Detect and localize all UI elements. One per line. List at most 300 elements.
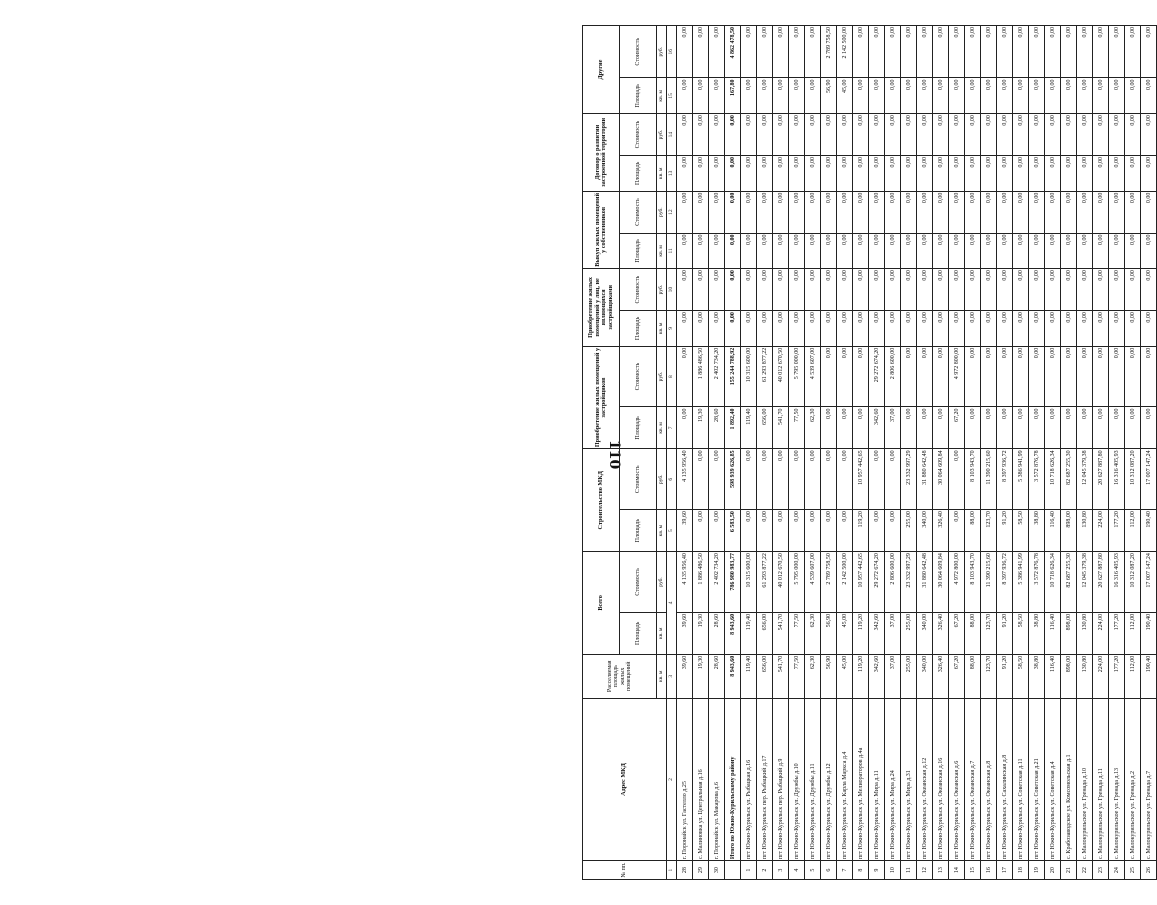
row-address: пгт Южно-Курильск ул. Океанская д.7	[965, 698, 981, 860]
unit-m-header: кв. м	[657, 78, 667, 114]
total-cost-cell: 12 045 379,38	[1077, 552, 1093, 613]
row-address: с. Малокурильское ул. Гренада д.7	[1141, 698, 1157, 860]
area-cell: 0,00	[933, 311, 949, 347]
area-cell: 0,00	[789, 78, 805, 114]
cost-cell: 0,00	[1109, 114, 1125, 156]
area-cell: 0,00	[1141, 233, 1157, 269]
cost-cell: 0,00	[1093, 26, 1109, 79]
area-cell: 0,00	[677, 311, 693, 347]
cost-cell: 0,00	[693, 114, 709, 156]
cost-cell: 4 972 800,00	[949, 346, 965, 407]
total-area-cell: 67,20	[949, 612, 965, 654]
table-row	[1061, 26, 1077, 880]
cost-cell: 0,00	[789, 114, 805, 156]
area-cell: 0,00	[853, 78, 869, 114]
total-area-cell: 130,80	[1077, 612, 1093, 654]
area-cell: 190,40	[1141, 510, 1157, 552]
cost-cell: 0,00	[821, 346, 837, 407]
total-cost-cell: 3 572 876,78	[1029, 552, 1045, 613]
area-cell: 0,00	[693, 156, 709, 192]
area-cell: 0,00	[901, 311, 917, 347]
row-address: пгт Южно-Курильск ул. Мелиораторов д.4а	[853, 698, 869, 860]
cost-cell: 12 045 379,38	[1077, 449, 1093, 510]
area-cell: 0,00	[1077, 156, 1093, 192]
total-cost-cell: 10 315 600,00	[741, 552, 757, 613]
cost-cell: 0,00	[885, 449, 901, 510]
area-cell: 0,00	[853, 156, 869, 192]
column-number: 14	[667, 114, 677, 156]
cost-cell: 0,00	[1013, 26, 1029, 79]
cost-cell: 0,00	[1061, 346, 1077, 407]
total-area-cell: 91,20	[997, 612, 1013, 654]
column-number: 1	[667, 861, 677, 880]
row-number: 8	[853, 861, 869, 880]
cost-cell: 0,00	[677, 269, 693, 311]
area-cell: 37,00	[885, 407, 901, 449]
row-address: г. Поронайск ул. Гастелло д.25	[677, 698, 693, 860]
cost-cell: 0,00	[885, 26, 901, 79]
table-row	[837, 26, 853, 880]
column-number: 6	[667, 449, 677, 510]
cost-cell: 0,00	[933, 191, 949, 233]
unit-r-header: руб.	[657, 346, 667, 407]
unit-r-header: руб.	[657, 552, 667, 613]
area-cell: 0,00	[709, 78, 725, 114]
row-number: 30	[709, 861, 725, 880]
row-number: 24	[1109, 861, 1125, 880]
total-area-cell: 19,30	[693, 612, 709, 654]
resettled-area-cell: 130,80	[1077, 654, 1093, 698]
cost-cell: 0,00	[1141, 269, 1157, 311]
cost-cell: 0,00	[1013, 269, 1029, 311]
area-cell: 167,80	[725, 78, 741, 114]
cost-cell: 0,00	[773, 26, 789, 79]
resettled-area-cell: 8 943,60	[725, 654, 741, 698]
area-cell: 0,00	[869, 510, 885, 552]
area-cell: 0,00	[821, 156, 837, 192]
row-address: пгт Южно-Курильск ул. Океанская д.16	[933, 698, 949, 860]
area-cell: 255,00	[901, 510, 917, 552]
total-area-cell: 224,00	[1093, 612, 1109, 654]
cost-cell: 0,00	[917, 114, 933, 156]
area-cell: 0,00	[1013, 407, 1029, 449]
row-number: 16	[981, 861, 997, 880]
cost-cell: 0,00	[949, 114, 965, 156]
area-cell: 0,00	[1029, 78, 1045, 114]
cost-cell: 0,00	[997, 346, 1013, 407]
area-header: Площадь	[620, 233, 657, 269]
table-row	[757, 26, 773, 880]
cost-cell: 0,00	[933, 346, 949, 407]
cost-cell: 0,00	[917, 346, 933, 407]
area-cell: 0,00	[1093, 78, 1109, 114]
column-number: 5	[667, 510, 677, 552]
row-number: 13	[933, 861, 949, 880]
cost-cell: 0,00	[853, 346, 869, 407]
cost-cell: 0,00	[757, 26, 773, 79]
cost-cell: 0,00	[997, 114, 1013, 156]
cost-cell: 0,00	[709, 191, 725, 233]
buyout-group-header: Выкуп жилых помещений у собственников	[583, 191, 620, 269]
area-cell: 0,00	[773, 311, 789, 347]
cost-cell: 0,00	[1125, 269, 1141, 311]
total-area-cell: 342,60	[869, 612, 885, 654]
cost-cell: 0,00	[709, 449, 725, 510]
cost-cell: 0,00	[917, 191, 933, 233]
cost-cell: 0,00	[821, 114, 837, 156]
cost-cell: 0,00	[901, 269, 917, 311]
area-cell: 0,00	[773, 510, 789, 552]
area-cell: 0,00	[805, 233, 821, 269]
cost-cell: 0,00	[1125, 114, 1141, 156]
cost-cell: 0,00	[853, 191, 869, 233]
row-address: пгт Южно-Курильск ул. Советская д.21	[1029, 698, 1045, 860]
area-header: Площадь	[620, 78, 657, 114]
area-cell: 0,00	[1093, 233, 1109, 269]
cost-cell: 0,00	[757, 191, 773, 233]
area-cell: 656,00	[757, 407, 773, 449]
cost-cell: 0,00	[677, 26, 693, 79]
row-address: Итого по Южно-Курильскому району	[725, 698, 741, 860]
unit-r-header: руб.	[657, 114, 667, 156]
cost-cell: 0,00	[837, 346, 853, 407]
area-cell: 0,00	[821, 233, 837, 269]
area-cell: 0,00	[693, 510, 709, 552]
table-row	[1013, 26, 1029, 880]
cost-cell: 0,00	[821, 269, 837, 311]
area-cell: 0,00	[741, 510, 757, 552]
total-cost-cell: 23 332 997,29	[901, 552, 917, 613]
cost-cell: 0,00	[885, 269, 901, 311]
area-header: Площадь	[620, 407, 657, 449]
cost-cell: 0,00	[1109, 26, 1125, 79]
area-cell: 0,00	[741, 311, 757, 347]
area-cell: 0,00	[837, 510, 853, 552]
area-cell: 0,00	[773, 233, 789, 269]
area-cell: 116,40	[1045, 510, 1061, 552]
row-number: 21	[1061, 861, 1077, 880]
area-cell: 0,00	[933, 407, 949, 449]
area-cell: 0,00	[901, 407, 917, 449]
total-cost-cell: 2 789 758,50	[821, 552, 837, 613]
unit-m-header: кв. м	[657, 510, 667, 552]
area-cell: 130,80	[1077, 510, 1093, 552]
cost-cell: 0,00	[965, 346, 981, 407]
area-cell: 0,00	[789, 156, 805, 192]
area-cell: 119,20	[853, 510, 869, 552]
unit-m-header: кв. м	[657, 233, 667, 269]
resettled-area-cell: 91,20	[997, 654, 1013, 698]
row-address: с. Крабозаводское ул. Комсомольская д.1	[1061, 698, 1077, 860]
area-cell: 0,00	[757, 311, 773, 347]
purchase-dev-group-header: Приобретение жилых помещений у застройщиков	[583, 346, 620, 449]
row-address: пгт Южно-Курильск ул. Океанская д.6	[949, 698, 965, 860]
no-header: № пп.	[583, 861, 667, 880]
cost-cell: 0,00	[693, 191, 709, 233]
row-number: 15	[965, 861, 981, 880]
row-number: 14	[949, 861, 965, 880]
resettled-area-cell: 77,50	[789, 654, 805, 698]
column-number-row	[667, 26, 677, 880]
area-cell: 0,00	[789, 233, 805, 269]
area-cell: 0,00	[1045, 311, 1061, 347]
table-row	[901, 26, 917, 880]
cost-cell: 0,00	[997, 191, 1013, 233]
cost-cell: 0,00	[949, 26, 965, 79]
cost-cell: 0,00	[741, 26, 757, 79]
resettled-area-cell: 177,20	[1109, 654, 1125, 698]
dev-contract-group-header: Договор о развитии застроенной территории	[583, 114, 620, 192]
table-row	[933, 26, 949, 880]
cost-cell: 0,00	[693, 269, 709, 311]
area-cell: 0,00	[1029, 407, 1045, 449]
cost-cell: 0,00	[965, 114, 981, 156]
cost-cell: 2 789 758,50	[821, 26, 837, 79]
cost-cell: 0,00	[1093, 191, 1109, 233]
total-cost-cell: 16 316 405,93	[1109, 552, 1125, 613]
total-area-cell: 656,00	[757, 612, 773, 654]
cost-cell: 0,00	[693, 26, 709, 79]
cost-cell: 10 718 626,34	[1045, 449, 1061, 510]
area-cell: 0,00	[1109, 156, 1125, 192]
total-cost-cell: 10 312 087,20	[1125, 552, 1141, 613]
area-cell: 0,00	[1125, 407, 1141, 449]
cost-cell: 0,00	[1093, 346, 1109, 407]
cost-cell: 0,00	[1077, 114, 1093, 156]
total-group-header: Всего	[583, 552, 620, 655]
cost-cell: 0,00	[1013, 191, 1029, 233]
total-row	[725, 26, 741, 880]
area-cell: 0,00	[789, 510, 805, 552]
purchase-other-group-header: Приобретение жилых помещений у лиц, не являющихся застройщиками	[583, 269, 620, 347]
total-area-cell: 28,60	[709, 612, 725, 654]
area-cell: 0,00	[869, 78, 885, 114]
row-number: 20	[1045, 861, 1061, 880]
resettled-area-cell: 58,50	[1013, 654, 1029, 698]
cost-cell: 3 572 876,78	[1029, 449, 1045, 510]
area-cell: 0,00	[805, 510, 821, 552]
cost-cell: 0,00	[1061, 269, 1077, 311]
total-cost-cell: 11 390 215,60	[981, 552, 997, 613]
cost-cell: 0,00	[949, 449, 965, 510]
area-cell: 0,00	[853, 311, 869, 347]
cost-cell: 0,00	[885, 114, 901, 156]
area-cell: 0,00	[837, 233, 853, 269]
area-cell: 0,00	[677, 156, 693, 192]
cost-cell: 82 687 255,30	[1061, 449, 1077, 510]
cost-cell: 0,00	[1141, 114, 1157, 156]
area-cell: 0,00	[869, 156, 885, 192]
area-cell: 0,00	[709, 233, 725, 269]
cost-cell: 0,00	[693, 449, 709, 510]
column-number: 7	[667, 407, 677, 449]
area-cell: 0,00	[789, 311, 805, 347]
unit-m-header: кв. м	[657, 311, 667, 347]
cost-cell: 10 315 600,00	[741, 346, 757, 407]
cost-cell: 0,00	[869, 26, 885, 79]
area-header: Площадь	[620, 612, 657, 654]
cost-cell: 0,00	[965, 26, 981, 79]
cost-cell: 0,00	[1109, 191, 1125, 233]
cost-cell: 0,00	[773, 191, 789, 233]
area-cell: 0,00	[1061, 78, 1077, 114]
cost-cell: 4 862 478,50	[725, 26, 741, 79]
cost-cell: 8 103 943,70	[965, 449, 981, 510]
area-cell: 0,00	[949, 156, 965, 192]
row-address: с. Малокурильское ул. Гренада д.10	[1077, 698, 1093, 860]
area-cell: 0,00	[1109, 233, 1125, 269]
area-cell: 0,00	[997, 311, 1013, 347]
area-cell: 0,00	[885, 510, 901, 552]
total-area-cell: 190,40	[1141, 612, 1157, 654]
cost-cell: 0,00	[1045, 26, 1061, 79]
area-cell: 0,00	[725, 311, 741, 347]
cost-cell: 0,00	[741, 114, 757, 156]
resettled-area-cell: 19,30	[693, 654, 709, 698]
cost-cell: 0,00	[917, 26, 933, 79]
area-cell: 0,00	[1029, 233, 1045, 269]
cost-cell: 0,00	[901, 346, 917, 407]
cost-cell: 0,00	[805, 26, 821, 79]
area-cell: 39,60	[677, 510, 693, 552]
area-cell: 0,00	[1077, 233, 1093, 269]
cost-cell: 0,00	[837, 114, 853, 156]
row-address: пгт Южно-Курильск ул. Дружбы д.10	[789, 698, 805, 860]
row-number: 1	[741, 861, 757, 880]
table-body	[677, 26, 1157, 880]
area-cell: 0,00	[1093, 156, 1109, 192]
column-number: 8	[667, 346, 677, 407]
cost-cell: 0,00	[853, 114, 869, 156]
area-cell: 0,00	[741, 233, 757, 269]
total-area-cell: 340,00	[917, 612, 933, 654]
area-header: Площадь	[620, 156, 657, 192]
row-number: 10	[885, 861, 901, 880]
total-cost-cell: 1 886 486,50	[693, 552, 709, 613]
cost-cell: 0,00	[725, 114, 741, 156]
table-row	[1093, 26, 1109, 880]
area-cell: 0,00	[1077, 78, 1093, 114]
row-number: 17	[997, 861, 1013, 880]
cost-cell: 0,00	[1093, 269, 1109, 311]
row-address: пгт Южно-Курильск ул. Карла Маркса д.4	[837, 698, 853, 860]
area-cell: 326,40	[933, 510, 949, 552]
resettled-area-cell: 116,40	[1045, 654, 1061, 698]
column-number: 3	[667, 654, 677, 698]
cost-cell: 0,00	[1029, 346, 1045, 407]
area-cell: 898,00	[1061, 510, 1077, 552]
area-cell: 0,00	[981, 407, 997, 449]
row-number: 29	[693, 861, 709, 880]
total-cost-cell: 5 386 941,99	[1013, 552, 1029, 613]
area-cell: 0,00	[805, 156, 821, 192]
cost-cell: 0,00	[1093, 114, 1109, 156]
resettled-area-cell: 255,00	[901, 654, 917, 698]
cost-cell: 0,00	[869, 114, 885, 156]
cost-cell: 0,00	[757, 449, 773, 510]
cost-cell: 40 012 670,50	[773, 346, 789, 407]
cost-cell: 0,00	[933, 269, 949, 311]
area-cell: 0,00	[1109, 78, 1125, 114]
total-area-cell: 77,50	[789, 612, 805, 654]
row-number: 22	[1077, 861, 1093, 880]
row-address: пгт Южно-Курильск ул. Мира д.31	[901, 698, 917, 860]
resettled-area-cell: 656,00	[757, 654, 773, 698]
column-number: 13	[667, 156, 677, 192]
cost-cell: 0,00	[1029, 269, 1045, 311]
cost-cell: 2 806 600,00	[885, 346, 901, 407]
area-cell: 0,00	[885, 233, 901, 269]
resettled-area-cell: 112,00	[1125, 654, 1141, 698]
table-row	[853, 26, 869, 880]
area-cell: 0,00	[709, 311, 725, 347]
unit-r-header: руб.	[657, 26, 667, 79]
cost-cell: 0,00	[981, 26, 997, 79]
area-cell: 0,00	[741, 78, 757, 114]
cost-cell: 2 142 500,00	[837, 26, 853, 79]
area-cell: 0,00	[1141, 78, 1157, 114]
total-cost-cell: 786 980 983,77	[725, 552, 741, 613]
table-row	[677, 26, 693, 880]
total-area-cell: 123,70	[981, 612, 997, 654]
cost-cell: 0,00	[1109, 269, 1125, 311]
resettled-area-cell: 37,00	[885, 654, 901, 698]
area-cell: 112,00	[1125, 510, 1141, 552]
cost-cell: 0,00	[677, 114, 693, 156]
area-cell: 45,00	[837, 78, 853, 114]
cost-cell: 0,00	[853, 269, 869, 311]
area-cell: 0,00	[709, 156, 725, 192]
area-cell: 0,00	[1029, 156, 1045, 192]
cost-header: Стоимость	[620, 346, 657, 407]
row-address: с. Малокурильское ул. Гренада д.11	[1093, 698, 1109, 860]
table-row	[1045, 26, 1061, 880]
cost-header: Стоимость	[620, 114, 657, 156]
area-cell: 0,00	[757, 156, 773, 192]
cost-cell: 0,00	[709, 114, 725, 156]
total-cost-cell: 82 687 255,30	[1061, 552, 1077, 613]
cost-cell: 0,00	[949, 269, 965, 311]
cost-cell: 0,00	[869, 449, 885, 510]
area-cell: 0,00	[677, 78, 693, 114]
column-number: 11	[667, 233, 677, 269]
resettled-area-cell: 119,20	[853, 654, 869, 698]
cost-cell: 0,00	[1077, 26, 1093, 79]
cost-cell: 0,00	[981, 191, 997, 233]
cost-cell: 8 397 936,72	[997, 449, 1013, 510]
area-cell: 0,00	[1045, 156, 1061, 192]
area-header: Площадь	[620, 311, 657, 347]
resettled-area-cell: 38,80	[1029, 654, 1045, 698]
total-area-cell: 62,30	[805, 612, 821, 654]
cost-cell: 0,00	[821, 449, 837, 510]
area-cell: 0,00	[965, 311, 981, 347]
cost-cell: 0,00	[1061, 26, 1077, 79]
total-area-cell: 119,40	[741, 612, 757, 654]
area-cell: 77,50	[789, 407, 805, 449]
total-cost-cell: 30 064 609,84	[933, 552, 949, 613]
resettled-area-cell: 224,00	[1093, 654, 1109, 698]
resettled-area-cell: 123,70	[981, 654, 997, 698]
area-cell: 0,00	[821, 510, 837, 552]
area-cell: 0,00	[1061, 407, 1077, 449]
unit-m-header: кв. м	[657, 156, 667, 192]
cost-cell: 0,00	[901, 114, 917, 156]
area-cell: 0,00	[949, 233, 965, 269]
resettled-area-cell: 190,40	[1141, 654, 1157, 698]
area-cell: 0,00	[773, 78, 789, 114]
row-address: пгт Южно-Курильск ул. Мира д.24	[885, 698, 901, 860]
